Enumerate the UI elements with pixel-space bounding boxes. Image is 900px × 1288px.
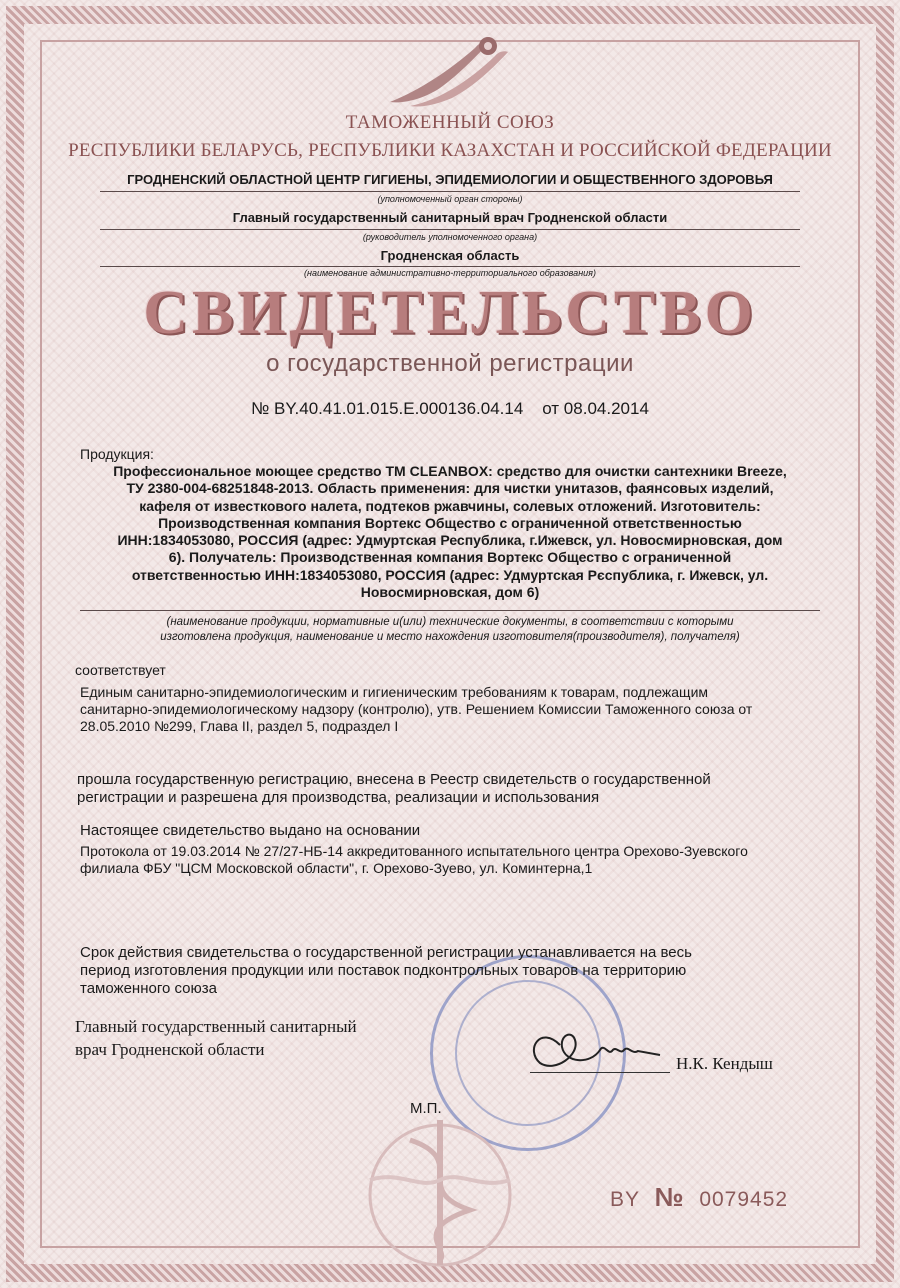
product-caption-line: (наименование продукции, нормативные и(или) технические документы, в соответствии с которыми	[166, 616, 734, 628]
product-description	[100, 463, 800, 601]
certificate-subtitle: о государственной регистрации	[266, 350, 634, 377]
product-line: ТУ 2380-004-68251848-2013. Область применения: для чистки унитазов, фаянсовых изделий,	[126, 480, 774, 497]
registration-line: регистрации и разрешена для производства, реализации и использования	[77, 789, 600, 806]
customs-union-title: ТАМОЖЕННЫЙ СОЮЗ	[345, 112, 555, 133]
product-line: Новосмирновская, дом 6)	[360, 584, 540, 601]
conformity-label: соответствует	[75, 662, 166, 678]
product-line: 6). Получатель: Производственная компания Вортекс Общество с ограниченной	[168, 549, 732, 566]
registration-date: от 08.04.2014	[542, 399, 649, 418]
divider	[100, 191, 800, 192]
authority-caption: (уполномоченный орган стороны)	[377, 194, 523, 204]
product-line: ответственностью ИНН:1834053080, РОССИЯ (адрес: Удмуртская Рєспублика, г. Ижевск, ул.	[131, 566, 769, 583]
validity-line: Срок действия свидетельства о государственной регистрации устанавливается на весь	[80, 944, 692, 961]
validity-text	[80, 944, 800, 998]
handwritten-signature	[520, 1015, 670, 1075]
conformity-line: 28.05.2010 №299, Глава II, раздел 5, подраздел I	[80, 718, 399, 734]
signatory-position-line: Главный государственный санитарный	[75, 1017, 357, 1036]
authority-head: Главный государственный санитарный врач Гродненской области	[232, 210, 668, 225]
basis-line: филиала ФБУ "ЦСМ Московской области", г. Орехово-Зуево, ул. Коминтерна,1	[80, 860, 593, 876]
customs-union-members: РЕСПУБЛИКИ БЕЛАРУСЬ, РЕСПУБЛИКИ КАЗАХСТАН И РОССИЙСКОЙ ФЕДЕРАЦИИ	[68, 140, 832, 161]
serial-prefix: BY	[610, 1188, 640, 1211]
registration-number-line	[0, 399, 900, 419]
product-line: Производственная компания Вортекс Общество с ограниченной ответственностью	[158, 514, 742, 531]
registration-text	[77, 771, 797, 807]
product-line: кафеля от известкового налета, подтеков ржавчины, солевых отложений. Изготовитель:	[139, 497, 761, 514]
head-caption: (руководитель уполномоченного органа)	[362, 232, 538, 242]
seal-mark: М.П.	[410, 1100, 442, 1117]
region-caption: (наименование административно-территориального образования)	[304, 268, 596, 278]
basis-label: Настоящее свидетельство выдано на основании	[80, 822, 421, 839]
conformity-text	[80, 684, 800, 735]
product-line: ИНН:1834053080, РОССИЯ (адрес: Удмуртская Республика, г.Ижевск, ул. Новосмирновская, дом	[117, 532, 783, 549]
form-serial-number	[610, 1182, 788, 1213]
product-label: Продукция:	[80, 446, 154, 462]
basis-text	[80, 843, 800, 877]
registration-line: прошла государственную регистрацию, внесена в Реестр свидетельств о государственной	[77, 771, 711, 788]
caduceus-emblem-icon	[330, 1100, 550, 1270]
product-caption	[100, 615, 800, 645]
signature-line	[530, 1072, 670, 1073]
signatory-name: Н.К. Кендыш	[676, 1054, 773, 1073]
basis-line: Протокола от 19.03.2014 № 27/27-НБ-14 аккредитованного испытательного центра Орехово-Зуевского	[80, 843, 748, 859]
validity-line: таможенного союза	[80, 980, 217, 997]
serial-number-sign: №	[654, 1182, 685, 1212]
divider	[100, 266, 800, 267]
customs-union-emblem-icon	[380, 30, 520, 110]
product-caption-line: изготовлена продукция, наименование и место нахождения изготовителя(производителя), получателя)	[160, 631, 740, 643]
conformity-line: Единым санитарно-эпидемиологическим и гигиеническим требованиям к товарам, подлежащим	[80, 684, 709, 700]
serial-number: 0079452	[699, 1188, 789, 1211]
conformity-line: санитарно-эпидемиологическому надзору (контролю), утв. Решением Комиссии Таможенного союза от	[80, 701, 753, 717]
product-line: Профессиональное моющее средство ТМ CLEANBOX: средство для очистки сантехники Breeze,	[113, 463, 787, 479]
certificate-title: СВИДЕТЕЛЬСТВО	[143, 279, 757, 347]
authority-name: ГРОДНЕНСКИЙ ОБЛАСТНОЙ ЦЕНТР ГИГИЕНЫ, ЭПИДЕМИОЛОГИИ И ОБЩЕСТВЕННОГО ЗДОРОВЬЯ	[127, 172, 773, 187]
region-name: Гродненская область	[380, 248, 520, 263]
signatory-position-line: врач Гродненской области	[75, 1040, 265, 1059]
signatory-position	[75, 1015, 405, 1061]
divider	[80, 610, 820, 611]
registration-number: № BY.40.41.01.015.Е.000136.04.14	[251, 399, 524, 418]
divider	[100, 229, 800, 230]
validity-line: период изготовления продукции или поставок подконтрольных товаров на территорию	[80, 962, 687, 979]
